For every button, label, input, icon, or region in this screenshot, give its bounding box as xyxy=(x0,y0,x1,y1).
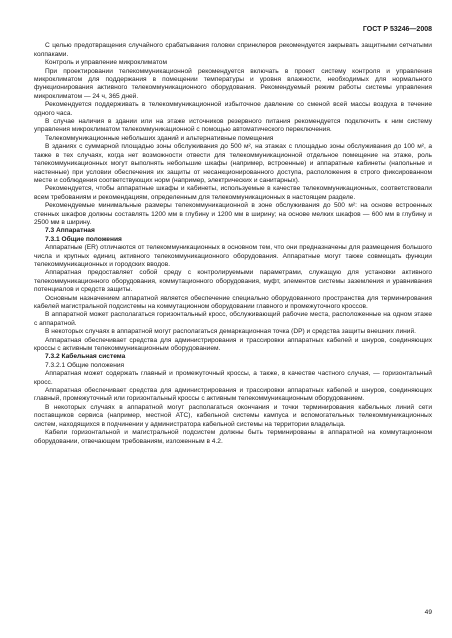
paragraph: Телекоммуникационные небольших зданий и альтернативные помещения xyxy=(45,134,274,142)
section-heading: 7.3.1 Общие положения xyxy=(45,235,122,243)
paragraph: В случае наличия в здании или на этаже источников резервного питания рекомендуется подключить к ним систему управления микроклиматом телекоммуникационной с помощью автоматического переключения. xyxy=(34,118,432,134)
page-body xyxy=(34,42,432,446)
paragraph: В аппаратной может располагаться горизонтальный кросс, обслуживающий рабочие места, расположенные на одном этаже с аппаратной. xyxy=(34,311,432,327)
paragraph: Аппаратная предоставляет собой среду с контролируемыми параметрами, служащую для установки активного телекоммуникационного оборудования, коммутационного оборудования, муфт, элементов системы заземления и уравнивания потенциалов и средств защиты. xyxy=(34,269,432,294)
paragraph: Кабели горизонтальной и магистральной подсистем должны быть терминированы в аппаратной на коммутационном оборудовании, отвечающем требованиям, изложенным в 4.2. xyxy=(34,429,432,445)
section-heading: 7.3.2 Кабельная система xyxy=(45,353,126,361)
paragraph: Рекомендуется, чтобы аппаратные шкафы и кабинеты, используемые в качестве телекоммуникационных, соответствовали всем требованиям и рекомендациям, определенным для телекоммуникационных в настоящем разделе. xyxy=(34,185,432,201)
paragraph: В некоторых случаях в аппаратной могут располагаться окончания и точки терминирования кабельных линий сети поставщиков сервиса (например, местной АТС), кабельной системы кампуса и вспомогательных телекоммуникационных систем, находящихся в подчинении у администратора кабельной системы на территории владельца. xyxy=(34,403,432,428)
paragraph: Контроль и управление микроклиматом xyxy=(45,59,168,67)
paragraph: Рекомендуется поддерживать в телекоммуникационной избыточное давление со сменой всей массы воздуха в течение одного часа. xyxy=(34,101,432,117)
paragraph: При проектировании телекоммуникационной рекомендуется включать в проект систему контроля и управления микроклиматом для поддержания в помещении температуры и уровня влажности, необходимых для нормального функционирования активного телекоммуникационного оборудования. Рекомендуемый режим работы системы управления микроклиматом — 24 ч, 365 дней. xyxy=(34,67,432,100)
section-heading: 7.3 Аппаратная xyxy=(45,227,95,235)
paragraph: С целью предотвращения случайного срабатывания головки спринклеров рекомендуется закрывать защитными сетчатыми колпаками. xyxy=(34,42,432,58)
paragraph: 7.3.2.1 Общие положения xyxy=(45,361,125,369)
paragraph: Аппаратная может содержать главный и промежуточный кроссы, а также, в качестве частного случая, — горизонтальный кросс. xyxy=(34,370,432,386)
paragraph: Аппаратные (ER) отличаются от телекоммуникационных в основном тем, что они предназначены для размещения большого числа и крупных единиц активного телекоммуникационного оборудования. Аппаратные могут также совмещать функции телекоммуникационных и городских вводов. xyxy=(34,244,432,268)
paragraph: В зданиях с суммарной площадью зоны обслуживания до 500 м², на этажах с площадью зоны обслуживания до 100 м², а также в тех случаях, когда нет возможности отвести для телекоммуникационной отдельное помещение на этаже, роль телекоммуникационных могут выполнять небольшие шкафы (например, встроенные) и аппаратные кабинеты (напольные и настенные) при условии обеспечения их защиты от несанкционированного доступа, расположения в строго фиксированном месте и соблюдения соответствующих норм (например, электрических и санитарных). xyxy=(34,143,432,184)
paragraph: Аппаратная обеспечивает средства для администрирования и трассировки аппаратных кабелей и шнуров, соединяющих кроссы с активным телекоммуникационным оборудованием. xyxy=(34,336,432,353)
page-header: ГОСТ Р 53246—2008 xyxy=(362,26,432,33)
page-number: 49 xyxy=(424,609,432,616)
paragraph: Аппаратная обеспечивает средства для администрирования и трассировки аппаратных кабелей и шнуров, соединяющих главный, промежуточный или горизонтальный кроссы с активным телекоммуникационным оборудованием. xyxy=(34,387,432,403)
paragraph: Основным назначением аппаратной является обеспечение специально оборудованного пространства для терминирования кабелей магистральной подсистемы на коммутационном оборудовании главного и промежуточного кроссов. xyxy=(34,294,432,310)
paragraph: Рекомендуемые минимальные размеры телекоммуникационной в зоне обслуживания до 500 м²: на основе встроенных стенных шкафов должны составлять 1200 мм в глубину и 1200 мм в ширину; на основе мелких шкафов — 600 мм в глубину и 2500 мм в ширину. xyxy=(34,202,432,226)
paragraph: В некоторых случаях в аппаратной могут располагаться демаркационная точка (DP) и средства защиты внешних линий. xyxy=(45,328,416,336)
